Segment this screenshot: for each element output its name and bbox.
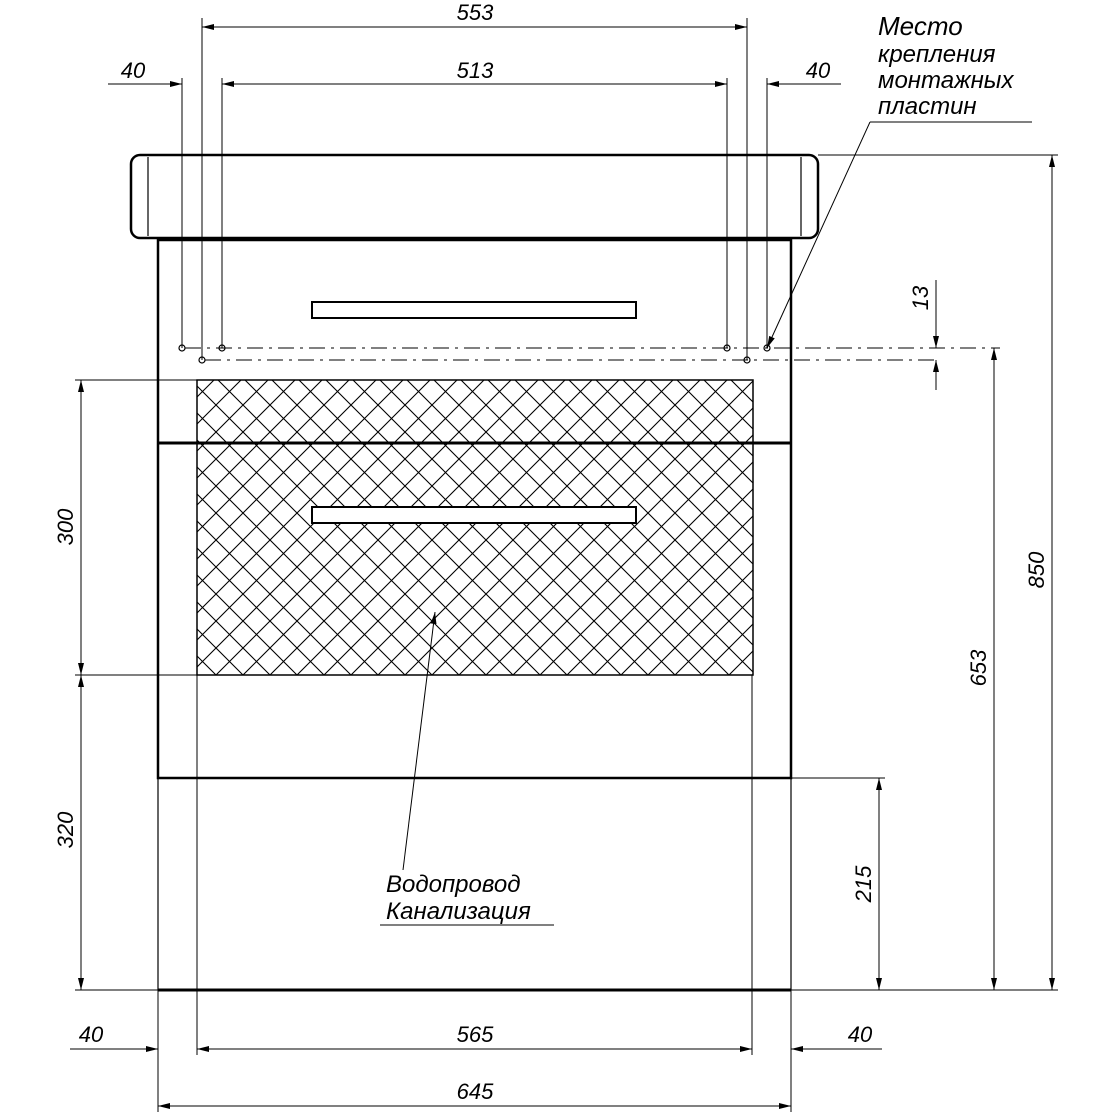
dim-320: 320	[53, 811, 78, 849]
dim-645: 645	[456, 1079, 494, 1104]
dim-40-bottom-left: 40	[78, 1022, 104, 1047]
dim-653: 653	[966, 649, 991, 687]
svg-text:Водопровод: Водопровод	[386, 871, 521, 898]
dim-565: 565	[456, 1022, 494, 1047]
svg-text:Канализация: Канализация	[386, 898, 531, 925]
svg-text:крепления: крепления	[878, 41, 996, 68]
svg-text:монтажных: монтажных	[878, 67, 1014, 94]
upper-handle	[312, 302, 636, 318]
dim-300: 300	[53, 508, 78, 546]
svg-text:пластин: пластин	[878, 93, 977, 120]
countertop	[131, 155, 818, 238]
dim-40-top-right: 40	[805, 58, 831, 83]
dim-553: 553	[456, 0, 494, 25]
dim-40-top-left: 40	[120, 58, 146, 83]
svg-text:Место: Место	[878, 11, 963, 41]
lower-handle	[312, 507, 636, 523]
dim-215: 215	[851, 865, 876, 903]
dim-850: 850	[1024, 551, 1049, 589]
dim-513: 513	[456, 58, 494, 83]
utilities-zone	[197, 380, 753, 675]
dim-13: 13	[908, 285, 933, 311]
dim-40-bottom-right: 40	[847, 1022, 873, 1047]
